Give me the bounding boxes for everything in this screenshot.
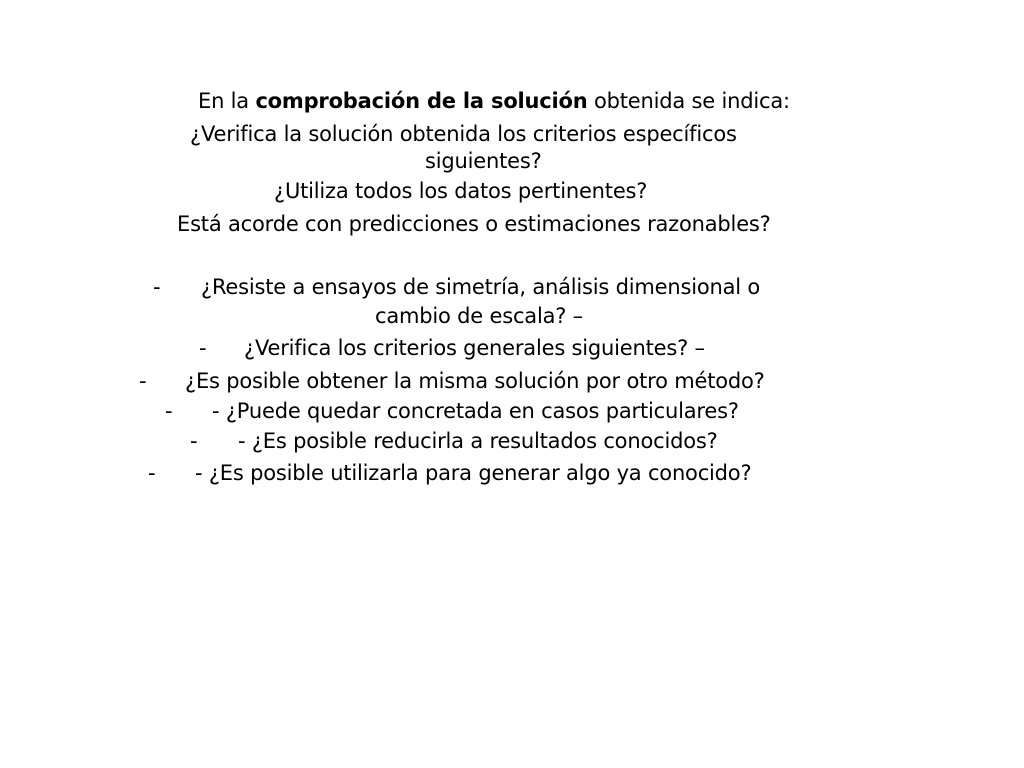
bullet-dash: - — [139, 369, 147, 393]
intro-bold-phrase: comprobación de la solución — [255, 89, 588, 113]
intro-suffix: obtenida se indica: — [587, 89, 790, 113]
specific-item: ¿Utiliza todos los datos pertinentes? — [274, 179, 648, 203]
bullet-dash: - — [190, 429, 198, 453]
specific-item: Está acorde con predicciones o estimaciones razonables? — [177, 212, 771, 236]
bullet-dash: - — [153, 275, 161, 299]
intro-line — [198, 87, 790, 116]
bullet-dash: - — [165, 399, 173, 423]
specific-question-line2: siguientes? — [425, 149, 542, 173]
intro-prefix: En la — [198, 89, 256, 113]
specific-question-line1: ¿Verifica la solución obtenida los criterios específicos — [190, 122, 737, 146]
bullet-dash: - — [199, 336, 207, 360]
bullet-text: - ¿Es posible reducirla a resultados conocidos? — [238, 429, 718, 453]
bullet-text: ¿Resiste a ensayos de simetría, análisis dimensional o — [201, 275, 761, 299]
bullet-continuation: cambio de escala? – — [375, 304, 583, 328]
bullet-text: ¿Verifica los criterios generales siguientes? – — [244, 336, 705, 360]
bullet-dash: - — [148, 461, 156, 485]
bullet-text: - ¿Puede quedar concretada en casos particulares? — [212, 399, 739, 423]
bullet-text: - ¿Es posible utilizarla para generar algo ya conocido? — [195, 461, 752, 485]
bullet-text: ¿Es posible obtener la misma solución por otro método? — [185, 369, 765, 393]
